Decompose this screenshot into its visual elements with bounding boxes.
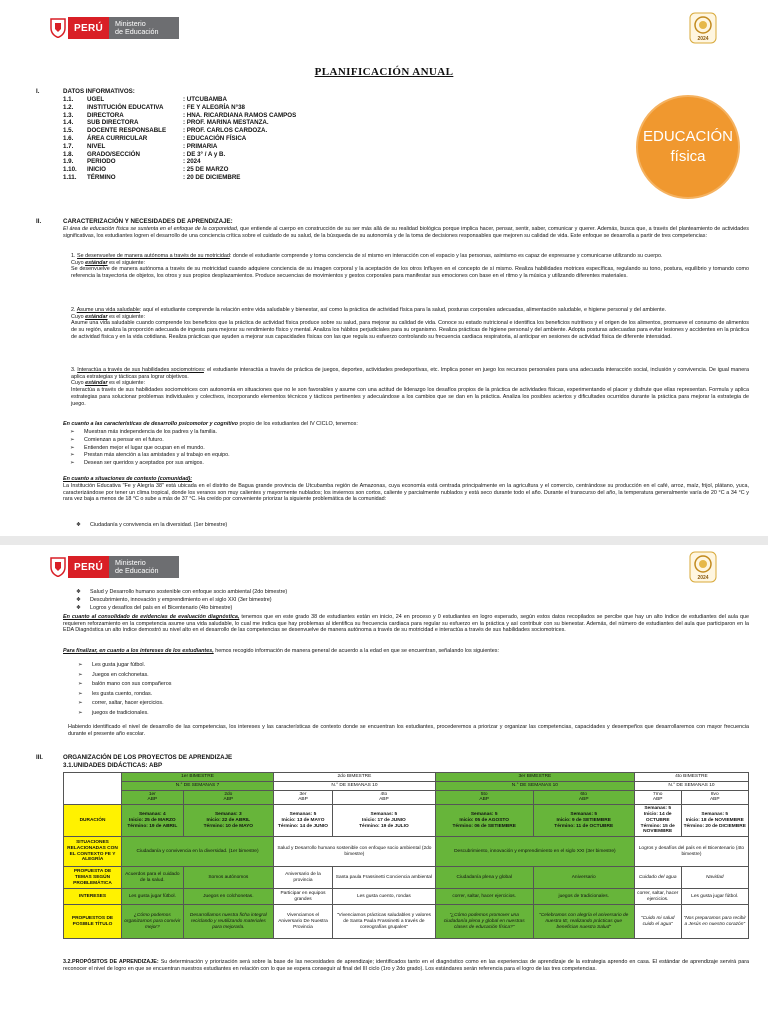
titulo-cell-5: "¿Cómo podemos promover una ciudadanía plena y global en nuestras clases de educación física?"	[435, 905, 533, 939]
bullet-icon: ➢	[78, 690, 83, 697]
unit-weeks: Semanas: 5	[370, 811, 398, 817]
unit-start: Inicio: 17 de JUNIO	[362, 817, 406, 823]
unit-type: ABP	[298, 797, 308, 803]
list-item-text: balón mano con sus compañeros	[92, 681, 172, 687]
info-value: : PROF. CARLOS CARDOZA.	[183, 127, 268, 135]
unit-8-duration	[681, 805, 748, 837]
intereses-row	[64, 889, 749, 905]
unit-type: ABP	[223, 797, 234, 803]
list-item-text: Les gusta jugar fútbol.	[92, 662, 146, 668]
info-label: GRADO/SECCIÓN	[87, 150, 140, 158]
unit-weeks: Semanas: 5	[470, 811, 498, 817]
unit-end: Término: 20 de DICIEMBRE	[683, 823, 746, 829]
unit-end: Término: 19 de JULIO	[359, 823, 409, 829]
bullet-icon: ➢	[78, 671, 83, 678]
interes-cell-8: Les gusta jugar fútbol.	[681, 889, 748, 905]
bimestre-1-header: 1er BIMESTRE	[122, 773, 274, 782]
list-item	[76, 605, 232, 612]
document-page-2	[0, 545, 768, 1024]
semanas-3: N.° DE SEMANAS 10	[435, 781, 634, 790]
unit-6-duration	[533, 805, 634, 837]
info-num: 1.9.	[63, 158, 74, 166]
emblem-year: 2024	[697, 36, 709, 42]
list-item	[70, 429, 217, 436]
bimestre-3-header: 3er BIMESTRE	[435, 773, 634, 782]
list-item	[70, 460, 204, 467]
list-item	[76, 597, 272, 604]
diagnostico-paragraph: En cuanto al consolidado de evidencias de evaluación diagnóstica, tenemos que en este grado 38 de estudiantes están en inicio, 24 en proceso y 0 estudiantes en logro esperado, según estos datos recopilados se percibe que hay un alto índice de estudiantes del aula que requieren reforzamiento en la competencia asume una vida saludable, lo cual me indica que hay problemas al identifica su frecuencia cardiaca para regular su esfuerzo en la práctica y así contribuir con su bienestar. Además, del número de estudiantes del aula que participaron en la EDA Diagnóstica un alto índice demostró su nivel alto en el desarrollo de las competencias se desenvuelve de manera autónoma a través de su motricidad e interactúa a través de sus habilidades sociomotrices.	[63, 614, 749, 634]
info-value: : FE Y ALEGRÍA N°38	[183, 103, 245, 111]
situaciones-row	[64, 837, 749, 867]
propuesta-cell-1: Acuerdos para el cuidado de la salud.	[122, 867, 184, 889]
section-2-heading: CARACTERIZACIÓN Y NECESIDADES DE APRENDIZAJE:	[63, 218, 233, 225]
info-value: : 25 DE MARZO	[183, 166, 229, 174]
list-item	[78, 691, 152, 698]
bullet-icon: ➢	[70, 452, 75, 459]
unit-6-name	[533, 790, 634, 805]
info-value: : 20 DE DICIEMBRE	[183, 174, 241, 181]
bullet-icon: ❖	[76, 604, 81, 611]
unit-type: ABP	[652, 797, 663, 803]
info-value: : DE 3° / A y B.	[183, 150, 226, 158]
unit-7-name	[634, 790, 681, 805]
unit-weeks: Semanas: 3	[214, 811, 242, 817]
semanas-4: N.° DE SEMANAS 10	[634, 781, 748, 790]
interes-cell-2: Juegos en colchonetas.	[183, 889, 273, 905]
minedu-logo	[48, 17, 179, 39]
list-item	[78, 681, 171, 688]
bullet-icon: ➢	[70, 429, 75, 435]
unit-7-duration	[634, 805, 681, 837]
peru-label: PERÚ	[68, 556, 109, 578]
list-item-text: Entienden mejor el lugar que ocupan en el mundo.	[84, 444, 205, 451]
unit-2-duration	[183, 805, 273, 837]
unit-start: Inicio: 14 de OCTUBRE	[643, 811, 672, 823]
situacion-2: Salud y Desarrollo humano sostenible con enfoque socio ambiental (2do bimestre)	[274, 837, 436, 867]
svg-text:2024: 2024	[697, 575, 709, 581]
propuesta-cell-6: Aniversario	[533, 867, 634, 889]
list-item-text: juegos de tradicionales.	[92, 709, 149, 716]
info-value: : HNA. RICARDIANA RAMOS CAMPOS	[183, 111, 297, 119]
list-item	[78, 662, 145, 669]
unit-4-duration	[332, 805, 435, 837]
duracion-row	[64, 805, 749, 837]
propuesta-cell-5: Ciudadanía plena y global	[435, 867, 533, 889]
ministry-label: Ministerio de Educación	[109, 17, 179, 39]
bullet-icon: ❖	[76, 522, 81, 528]
unit-end: Término: 15 de NOVIEMBRE	[640, 823, 675, 835]
semanas-2: N.° DE SEMANAS 10	[274, 781, 436, 790]
unidades-table	[63, 772, 749, 939]
row-label-titulo: PROPUESTOS DE POSIBLE TÍTULO	[64, 905, 122, 939]
list-item-text: Muestran más independencia de los padres y la familia.	[84, 429, 218, 435]
unit-3-name	[274, 790, 333, 805]
educacion-fisica-badge: EDUCACIÓN física	[636, 95, 740, 199]
unit-type: ABP	[578, 797, 589, 803]
propuesta-cell-7: Cuidado del agua	[634, 867, 681, 889]
unit-1-duration	[122, 805, 184, 837]
row-label-situaciones: SITUACIONES RELACIONADAS CON EL CONTEXTO FE Y ALEGRÍA	[64, 837, 122, 867]
info-num: 1.6.	[63, 135, 74, 142]
propuesta-cell-2: Somos autónomos	[183, 867, 273, 889]
peru-label: PERÚ	[68, 17, 109, 39]
list-item	[76, 589, 287, 596]
info-num: 1.4.	[63, 119, 74, 127]
section-3-heading: ORGANIZACIÓN DE LOS PROYECTOS DE APRENDIZAJE	[63, 754, 233, 761]
table-corner	[64, 773, 122, 805]
unit-end: Término: 06 de SETIEMBRE	[452, 823, 516, 829]
unit-type: ABP	[479, 797, 489, 803]
semanas-1: N.° DE SEMANAS 7	[122, 781, 274, 790]
bimestre-4-header: 4to BIMESTRE	[634, 773, 748, 782]
list-item-text: Prestan más atención a las amistades y al trabajo en equipo.	[84, 452, 230, 459]
info-label: PERIODO	[87, 158, 116, 166]
titulo-cell-7: "Cuido mi salud cuido el agua"	[634, 905, 681, 939]
unit-end: Término: 11 de OCTUBRE	[554, 823, 614, 829]
list-item-text: Desean ser queridos y aceptados por sus amigos.	[84, 460, 204, 467]
ministry-label: Ministerio de Educación	[109, 556, 179, 578]
unit-8-name	[681, 790, 748, 805]
bullet-icon: ❖	[76, 596, 81, 603]
info-label: TÉRMINO	[87, 174, 116, 181]
caracteristicas-heading: En cuanto a las características de desarrollo psicomotor y cognitivo propio de los estudiantes del IV CICLO, tenemos:	[63, 421, 358, 427]
info-value: : PRIMARIA	[183, 142, 218, 150]
list-item	[70, 445, 205, 452]
interes-cell-1: Les gusta jugar fútbol.	[122, 889, 184, 905]
info-num: 1.1.	[63, 96, 74, 103]
unit-name: 5to	[480, 791, 488, 797]
info-label: INSTITUCIÓN EDUCATIVA	[87, 103, 164, 111]
unit-start: Inicio: 25 de MARZO	[128, 817, 176, 823]
unit-name: 7mo	[653, 791, 663, 797]
situacion-1: Ciudadanía y convivencia en la diversidad. (1er bimestre)	[122, 837, 274, 867]
section-1-roman: I.	[36, 88, 40, 95]
unit-name: 3er	[299, 791, 307, 797]
interes-cell-7: correr, saltar, hacer ejercicios.	[634, 889, 681, 905]
list-item-text: Descubrimiento, innovación y emprendimiento en el siglo XXI (3er bimestre)	[90, 596, 272, 603]
competency-3: 3. Interactúa a través de sus habilidades sociomotrices: el estudiante interactúa a través de práctica de juegos, deportes, actividades predeportivas, etc. Implica poner en juego los recursos personales para una adecuada interacción social, inclusión y convivencia. De igual manera aplica estrategias y tácticas para lograr objetivos. Cuyo estándar es el siguiente: Interactúa a través de sus habilidades sociomotrices con autonomía en situaciones que no le son favorables y asume con una actitud de liderazgo los desafíos propios de la práctica de actividades físicas, experimentando el placer y disfrute que ellas representan. Formula y aplica estrategias para solucionar problemas individuales y colectivos, incorporando elementos técnicos y tácticos pertinentes y adecuándose a los cambios que se dan en la práctica. Analiza los posibles aciertos y dificultades ocurridos durante la práctica para mejorar la estrategia de juego.	[71, 367, 749, 407]
intro-paragraph: El área de educación física se sustenta en el enfoque de la corporeidad, que entiende al cuerpo en construcción de su ser más allá de su realidad biológica porque implica hacer, pensar, sentir, saber, comunicar y querer. Además, busca que, a través del planteamiento de actividades significativas, los estudiantes logren el desarrollo de una conciencia crítica sobre el cuidado de su salud, de la búsqueda de su autonomía y de la toma de decisiones responsables que mejoren su calidad de vida. Este enfoque se desarrolla a partir de tres competencias:	[63, 226, 749, 239]
contexto-heading: En cuanto a situaciones de contexto (comunidad):	[63, 476, 193, 482]
titulo-cell-4: "Vivenciamos prácticas saludables y valores de Santa Paula Frassinetti a través de coreografías grupales"	[332, 905, 435, 939]
unit-weeks: Semanas: 4	[138, 811, 166, 817]
peru-shield-icon	[48, 17, 68, 39]
titulo-cell-1: ¿Cómo podemos organizarnos para convivir mejor?	[122, 905, 184, 939]
intereses-heading: Para finalizar, en cuanto a los intereses de los estudiantes, hemos recogido información de manera general de acuerdo a la edad en que se encuentran, señalando los siguientes:	[63, 648, 499, 654]
bullet-icon: ➢	[70, 444, 75, 451]
propuesta-cell-3: Aniversario de la provincia	[274, 867, 333, 889]
info-label: INICIO	[87, 166, 106, 174]
bullet-icon: ➢	[70, 436, 75, 443]
list-item-text: les gusta cuento, rondas.	[92, 690, 153, 697]
propuesta-row	[64, 867, 749, 889]
unit-1-name	[122, 790, 184, 805]
list-item	[78, 700, 164, 707]
info-num: 1.5.	[63, 127, 74, 135]
unit-5-duration	[435, 805, 533, 837]
unit-start: Inicio: 9 de SETIEMBRE	[556, 817, 611, 823]
info-value: : UTCUBAMBA	[183, 96, 227, 103]
list-item-text: Logros y desafíos del país en el Bicentenario (4to bimestre)	[90, 604, 233, 611]
propuesta-cell-4: Santa paula Frassinetti Conciencia ambiental	[332, 867, 435, 889]
info-label: DOCENTE RESPONSABLE	[87, 127, 167, 135]
unit-3-duration	[274, 805, 333, 837]
info-label: NIVEL	[87, 142, 106, 150]
info-label: ÁREA CURRICULAR	[87, 135, 148, 142]
list-item	[76, 522, 227, 529]
unit-start: Inicio: 13 de MAYO	[281, 817, 325, 823]
titulo-cell-6: "Celebramos con alegría el aniversario de nuestra IE, realizando prácticas que benefician nuestra Salud"	[533, 905, 634, 939]
list-item	[78, 672, 149, 679]
section-3-subheading: 3.1.UNIDADES DIDÁCTICAS: ABP	[63, 762, 163, 769]
row-label-propuesta: PROPUESTA DE TEMAS SEGÚN PROBLEMÁTICA	[64, 867, 122, 889]
interes-cell-4: Les gusta cuento, rondas	[332, 889, 435, 905]
unit-name: 8vo	[710, 791, 719, 797]
unit-weeks: Semanas: 5	[289, 811, 317, 817]
interes-cell-6: juegos de tradicionales.	[533, 889, 634, 905]
section-1-heading: DATOS INFORMATIVOS:	[63, 88, 135, 95]
info-value: : 2024	[183, 158, 201, 166]
info-label: DIRECTORA	[87, 111, 124, 119]
info-num: 1.2.	[63, 103, 74, 111]
unit-names-row	[64, 790, 749, 805]
propositos-paragraph: 3.2.PROPÓSITOS DE APRENDIZAJE: Su determinación y priorización será sobre la base de las necesidades de aprendizaje; identificados tanto en el diagnóstico como en las experiencias de aprendizaje de la estrategia aprendo en casa. El estándar de aprendizaje servirá para reconocer el nivel de logro en que se encuentran nuestros estudiantes en relación con lo que se espera conseguir al final del III ciclo (1ro y 2do grado). Los estándares serán referencia para el logro de las tres competencias.	[63, 959, 749, 972]
list-item-text: correr, saltar, hacer ejercicios.	[92, 700, 164, 706]
bimestre-2-header: 2do BIMESTRE	[274, 773, 436, 782]
unit-name: 2do	[224, 791, 233, 797]
unit-start: Inicio: 18 de NOVIEMBRE	[685, 817, 744, 823]
situacion-4: Logros y desafíos del país en el Bicentenario (4to bimestre)	[634, 837, 748, 867]
info-num: 1.8.	[63, 150, 74, 158]
unit-type: ABP	[709, 797, 720, 803]
unit-weeks: Semanas: 5	[701, 811, 729, 817]
bullet-icon: ➢	[78, 709, 83, 716]
info-num: 1.7.	[63, 142, 74, 150]
info-num: 1.3.	[63, 111, 74, 119]
school-emblem-icon	[689, 12, 717, 44]
list-item	[70, 452, 230, 459]
page-gap	[0, 536, 768, 545]
unit-start: Inicio: 05 de AGOSTO	[459, 817, 509, 823]
unit-start: Inicio: 22 de ABRIL	[206, 817, 251, 823]
row-label-intereses: INTERESES	[64, 889, 122, 905]
info-num: 1.10.	[63, 166, 77, 174]
list-item	[78, 710, 149, 717]
bullet-icon: ➢	[78, 700, 83, 706]
section-3-roman: III.	[36, 754, 43, 761]
page-title: PLANIFICACIÓN ANUAL	[314, 66, 454, 78]
unit-end: Término: 14 de JUNIO	[277, 823, 329, 829]
competency-1: 1. Se desenvuelve de manera autónoma a través de su motricidad: donde el estudiante comprende y toma conciencia de sí mismo en interacción con el espacio y las personas, asimismo es capaz de expresarse y comunicarse utilizando su cuerpo. Cuyo estándar es el siguiente: Se desenvuelve de manera autónoma a través de su motricidad cuando adquiere conciencia de su imagen corporal y la aceptación de los otros Influyen en el concepto de sí mismo. Realiza habilidades motrices específicas, regulando su tono, postura, equilibrio y tomando como referencia la trayectoria de objetos, los otros y sus propios desplazamientos. Produce secuencias de movimientos y gestos corporales para manifestar sus emociones con base en el ritmo y la música y utilizando diferentes materiales.	[71, 253, 749, 280]
info-label: UGEL	[87, 96, 105, 103]
row-label-duracion: DURACIÓN	[64, 805, 122, 837]
school-emblem-icon	[689, 551, 717, 583]
list-item-text: Ciudadanía y convivencia en la diversidad. (1er bimestre)	[90, 522, 228, 528]
unit-weeks: Semanas: 5	[644, 806, 672, 812]
closing-paragraph: Habiendo identificado el nivel de desarrollo de las competencias, los intereses y las características de contexto donde se encuentran los estudiantes, procederemos a priorizar y organizar las competencias, capacidades y desempeños que desarrollaremos con mayor frecuencia durante el presente año escolar.	[68, 724, 749, 737]
bullet-icon: ➢	[70, 460, 75, 467]
list-item-text: Juegos en colchonetas.	[92, 671, 149, 678]
unit-2-name	[183, 790, 273, 805]
info-value: : PROF. MARINA MESTANZA.	[183, 119, 269, 127]
titulo-cell-3: Vivenciamos el Aniversario De Nuestra Provincia	[274, 905, 333, 939]
unit-type: ABP	[147, 797, 158, 803]
competency-2: 2. Asume una vida saludable: aquí el estudiante comprende la relación entre vida saludable y bienestar, así como la práctica de actividad física para la salud, posturas corporales adecuadas, alimentación saludable, e higiene personal y del ambiente. Cuyo estándar es el siguiente: Asume una vida saludable cuando comprende los beneficios que la práctica de actividad física produce sobre su salud, para mejorar su calidad de vida. Conoce su estado nutricional e identifica los beneficios nutritivos y el origen de los alimentos, promueve el consumo de alimentos de su región, analiza la proporción adecuada de ingesta para mejorar su rendimiento físico y mental. Analiza los hábitos perjudiciales para su organismo. Realiza prácticas de higiene personal y del ambiente. Adopta posturas adecuadas para evitar lesiones y accidentes en la práctica de actividad física y en la vida cotidiana. Realiza prácticas que ayuden a mejorar sus capacidades físicas con las que regula su esfuerzo controlando su frecuencia cardiaca respiratoria, al anticipar en sesiones de actividad física de diferente intensidad.	[71, 307, 749, 340]
list-item-text: Salud y Desarrollo humano sostenible con enfoque socio ambiental (2do bimestre)	[90, 589, 288, 595]
info-label: SUB DIRECTORA	[87, 119, 139, 127]
unit-end: Término: 10 de MAYO	[203, 823, 254, 829]
propuesta-cell-8: Navidad	[681, 867, 748, 889]
info-num: 1.11.	[63, 174, 77, 181]
unit-5-name	[435, 790, 533, 805]
info-value: : EDUCACIÓN FÍSICA	[183, 135, 247, 142]
list-item	[70, 437, 164, 444]
bullet-icon: ❖	[76, 589, 81, 595]
unit-end: Término: 19 de ABRIL	[127, 823, 178, 829]
situacion-3: Descubrimiento, innovación y emprendimiento en el siglo XXI (3er bimestre)	[435, 837, 634, 867]
contexto-paragraph: La Institución Educativa "Fe y Alegría 38" está ubicada en el distrito de Bagua grande provincia de Utcubamba región de Amazonas, cuya economía está centrada principalmente en la agricultura y el comercio, centrándose su producción en el café, arroz, maíz, frijol, plátano, yuca, caracterizándose por tener un clima tropical, donde los veranos son muy calientes y mayormente nublados; los inviernos son cortos, caliente y parcialmente nublados y está seco durante todo el año. Durante el transcurso del año, la temperatura generalmente varía de 20 °C a 34 °C y rara vez baja a menos de 18 °C o sube a más de 37 °C. Ha creído por conveniente priorizar la siguiente problemática de la comunidad:	[63, 483, 749, 503]
interes-cell-3: Participar en equipos grandes	[274, 889, 333, 905]
bullet-icon: ➢	[78, 662, 83, 668]
minedu-logo	[48, 556, 179, 578]
unit-name: 4to	[380, 791, 388, 797]
section-2-roman: II.	[36, 218, 42, 225]
unit-type: ABP	[379, 797, 389, 803]
peru-shield-icon	[48, 556, 68, 578]
bullet-icon: ➢	[78, 681, 83, 687]
unit-name: 6to	[580, 791, 588, 797]
interes-cell-5: correr, saltar, hacer ejercicios.	[435, 889, 533, 905]
unit-weeks: Semanas: 5	[570, 811, 598, 817]
titulo-cell-8: "Nos preparamos para recibir a Jesús en nuestro corazón"	[681, 905, 748, 939]
unit-4-name	[332, 790, 435, 805]
titulo-cell-2: Desarrollamos nuestra ficha integral reciclando y reutilizando materiales para mejorarla.	[183, 905, 273, 939]
list-item-text: Comienzan a pensar en el futuro.	[84, 436, 164, 443]
titulo-row	[64, 905, 749, 939]
unit-name: 1er	[148, 791, 156, 797]
